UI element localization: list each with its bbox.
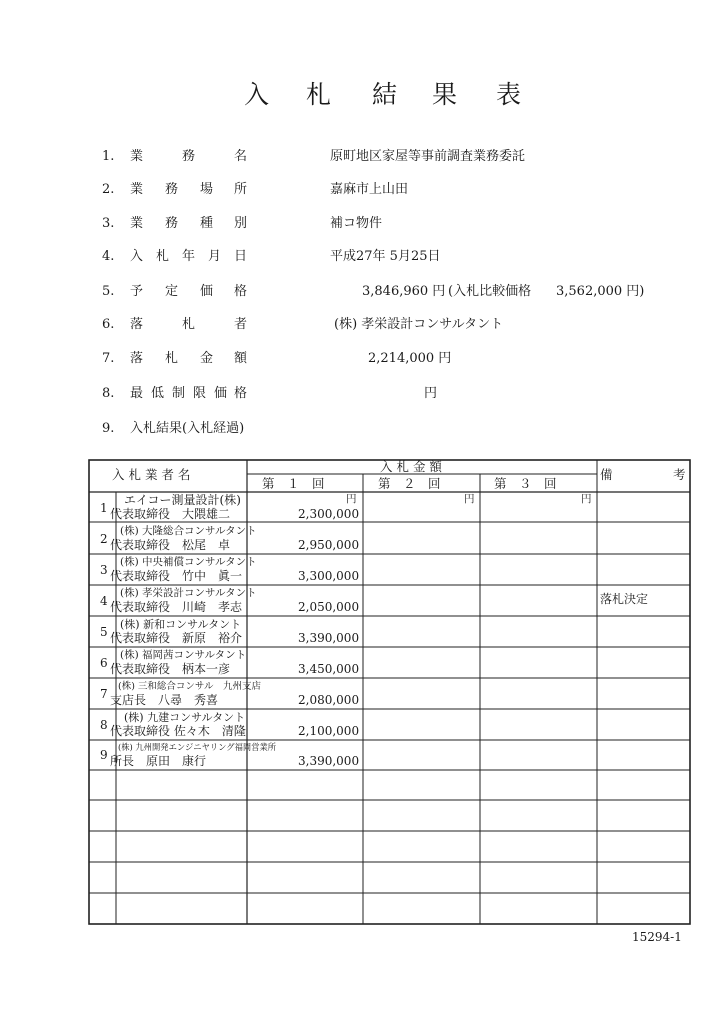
label-char: 入 [130, 249, 144, 264]
label-char: 務 [165, 182, 179, 197]
label-char: 価 [214, 386, 228, 401]
bid-amount-round-1: 2,080,000 [298, 693, 360, 707]
label-char: 金 [200, 351, 214, 366]
title-char: 表 [496, 80, 522, 109]
document-title [0, 78, 720, 112]
planned-price-value: 3,846,960 円 [362, 284, 446, 299]
representative: 代表取締役 佐々木 清隆 [110, 724, 246, 738]
label-char: 者 [234, 317, 248, 332]
winning-bidder-value: (株) 孝栄設計コンサルタント [334, 317, 504, 332]
remark-winner: 落札決定 [600, 592, 649, 606]
info-business-location [0, 178, 720, 202]
page-number: 15294-1 [632, 930, 682, 944]
business-name-value: 原町地区家屋等事前調査業務委託 [330, 149, 526, 164]
label-char: 別 [234, 216, 248, 231]
label-char: 日 [234, 249, 248, 264]
company-name: (株) 新和コンサルタント [120, 618, 242, 631]
header-round-3: 第 ３ 回 [494, 476, 557, 491]
item-number: 4. [102, 249, 115, 264]
label-char: 額 [234, 351, 248, 366]
title-char: 入 [244, 80, 270, 109]
item-number: 9. [102, 421, 115, 436]
info-winning-bidder [0, 313, 720, 337]
minimum-price-value: 円 [424, 386, 438, 401]
row-number: 8 [100, 718, 108, 732]
header-remarks-2: 考 [673, 467, 686, 482]
label-char: 業 [130, 182, 144, 197]
label-char: 所 [234, 182, 248, 197]
info-planned-price [0, 280, 720, 304]
item-number: 5. [102, 284, 115, 299]
label-char: 予 [130, 284, 144, 299]
bid-amount-round-1: 2,050,000 [298, 600, 360, 614]
item-number: 1. [102, 149, 115, 164]
company-name: (株) 九州開発エンジニヤリング福岡営業所 [118, 742, 277, 752]
representative: 代表取締役 川崎 孝志 [110, 600, 243, 614]
representative: 代表取締役 柄本一彦 [110, 662, 231, 676]
info-bid-results [0, 417, 720, 441]
info-business-type [0, 212, 720, 236]
bid-amount-round-1: 3,300,000 [298, 569, 360, 583]
title-char: 果 [432, 80, 458, 109]
row-number: 2 [100, 532, 108, 546]
bid-amount-round-1: 2,100,000 [298, 724, 360, 738]
label-char: 場 [200, 182, 214, 197]
header-bidder-name: 入 札 業 者 名 [112, 467, 191, 482]
bid-amount-round-1: 2,300,000 [298, 507, 360, 521]
label-char: 札 [182, 317, 196, 332]
bid-date-value: 平成27年 5月25日 [330, 249, 441, 264]
label-char: 最 [130, 386, 144, 401]
label-char: 落 [130, 317, 144, 332]
representative: 支店長 八尋 秀喜 [110, 693, 219, 707]
label-char: 業 [130, 149, 144, 164]
label-char: 限 [193, 386, 207, 401]
representative: 代表取締役 新原 裕介 [110, 631, 243, 645]
label-char: 札 [165, 351, 179, 366]
company-name: (株) 大隆総合コンサルタント [120, 525, 257, 537]
company-name: (株) 中央補償コンサルタント [120, 556, 257, 568]
label-char: 価 [200, 284, 214, 299]
row-number: 7 [100, 687, 108, 701]
label-char: 務 [165, 216, 179, 231]
bid-amount-round-1: 2,950,000 [298, 538, 360, 552]
label-char: 格 [234, 386, 248, 401]
label-char: 定 [165, 284, 179, 299]
label-char: 低 [151, 386, 165, 401]
company-name: (株) 三和総合コンサル 九州支店 [118, 681, 261, 692]
info-business-name [0, 145, 720, 169]
item-number: 6. [102, 317, 115, 332]
info-winning-amount [0, 347, 720, 371]
header-round-1: 第 １ 回 [262, 476, 325, 491]
header-round-2: 第 ２ 回 [378, 476, 441, 491]
item-number: 3. [102, 216, 115, 231]
bid-amount-round-1: 3,390,000 [298, 631, 360, 645]
representative: 代表取締役 大隈雄二 [110, 507, 231, 521]
bid-amount-round-1: 3,450,000 [298, 662, 360, 676]
info-bid-date [0, 245, 720, 269]
company-name: (株) 福岡茜コンサルタント [120, 649, 247, 661]
label-char: 種 [200, 216, 214, 231]
company-name: (株) 九建コンサルタント [124, 711, 246, 724]
row-number: 1 [100, 501, 108, 515]
comparison-price-value: 3,562,000 円) [556, 284, 645, 299]
yen-unit-round-3: 円 [581, 493, 592, 505]
comparison-price-label: (入札比較価格 [448, 284, 532, 299]
label-char: 落 [130, 351, 144, 366]
representative: 代表取締役 竹中 眞一 [110, 569, 243, 583]
yen-unit-round-2: 円 [464, 493, 475, 505]
company-name: エイコー測量設計(株) [124, 493, 241, 507]
row-number: 6 [100, 656, 108, 670]
representative: 代表取締役 松尾 卓 [110, 538, 231, 552]
label-char: 札 [156, 249, 170, 264]
row-number: 3 [100, 563, 108, 577]
row-number: 5 [100, 625, 108, 639]
yen-unit-round-1: 円 [346, 493, 357, 505]
item-number: 8. [102, 386, 115, 401]
title-char: 札 [306, 80, 332, 109]
business-type-value: 補コ物件 [330, 216, 383, 231]
item-number: 7. [102, 351, 115, 366]
representative: 所長 原田 康行 [110, 754, 207, 768]
label-char: 制 [172, 386, 186, 401]
label-char: 格 [234, 284, 248, 299]
company-name: (株) 孝栄設計コンサルタント [120, 587, 257, 599]
info-minimum-price [0, 382, 720, 406]
winning-amount-value: 2,214,000 円 [368, 351, 452, 366]
row-number: 9 [100, 748, 108, 762]
title-char: 結 [372, 80, 398, 109]
header-bid-amount: 入 札 金 額 [380, 459, 442, 474]
header-remarks-1: 備 [600, 467, 613, 482]
label-char: 名 [234, 149, 248, 164]
label-char: 月 [208, 249, 222, 264]
label-char: 務 [182, 149, 196, 164]
label-char: 業 [130, 216, 144, 231]
item-number: 2. [102, 182, 115, 197]
bid-results-label: 入札結果(入札経過) [130, 421, 245, 436]
bid-amount-round-1: 3,390,000 [298, 754, 360, 768]
business-location-value: 嘉麻市上山田 [330, 182, 409, 197]
row-number: 4 [100, 594, 108, 608]
label-char: 年 [182, 249, 196, 264]
